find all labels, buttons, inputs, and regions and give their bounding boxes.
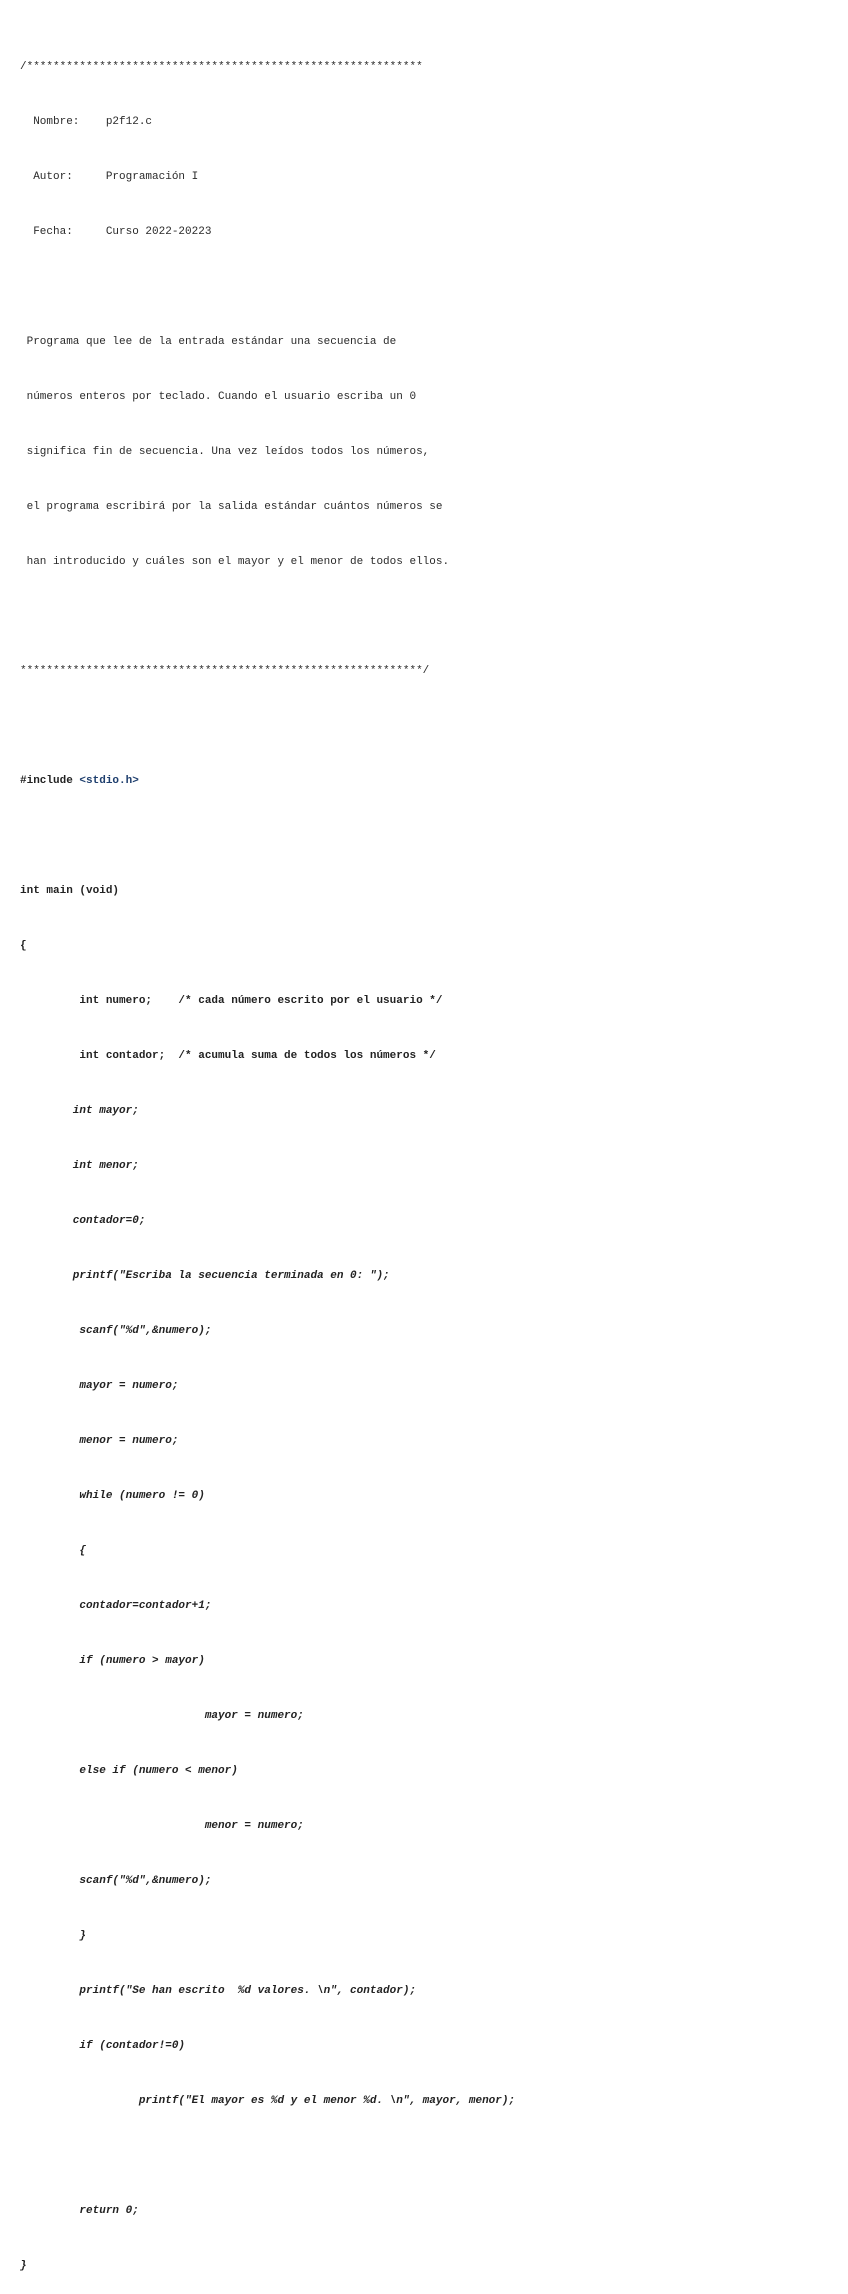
code-line: contador=0; [20, 1215, 146, 1228]
comment-description-line: el programa escribirá por la salida estándar cuántos números se [20, 500, 443, 513]
code-line: printf("Se han escrito %d valores. \n", contador); [20, 1985, 417, 1998]
comment-field-autor: Autor: Programación I [20, 170, 199, 183]
blank-line [20, 608, 515, 626]
code-line: } [20, 1930, 87, 1943]
code-line: printf("Escriba la secuencia terminada en 0: "); [20, 1270, 390, 1283]
code-line: else if (numero < menor) [20, 1765, 238, 1778]
code-line: int menor; [20, 1160, 139, 1173]
code-line: if (numero > mayor) [20, 1655, 205, 1668]
code-line: int mayor; [20, 1105, 139, 1118]
comment-open-line: /************************************************************ [20, 60, 423, 73]
code-line: if (contador!=0) [20, 2040, 186, 2053]
comment-field-nombre: Nombre: p2f12.c [20, 115, 153, 128]
blank-line [20, 717, 515, 735]
include-directive: #include [20, 775, 80, 788]
code-line: printf("El mayor es %d y el menor %d. \n", mayor, menor); [20, 2095, 516, 2108]
main-open-brace: { [20, 940, 27, 953]
comment-close-line: *************************************************************/ [20, 665, 430, 678]
main-close-brace: } [20, 2260, 27, 2273]
comment-description-line: Programa que lee de la entrada estándar una secuencia de [20, 335, 397, 348]
code-line: mayor = numero; [20, 1710, 304, 1723]
code-line-decl-numero: int numero; /* cada número escrito por el usuario */ [20, 995, 443, 1008]
code-line: contador=contador+1; [20, 1600, 212, 1613]
code-line: { [20, 1545, 87, 1558]
blank-line [20, 827, 515, 845]
include-target: <stdio.h> [79, 775, 139, 788]
code-line: mayor = numero; [20, 1380, 179, 1393]
blank-line [20, 2147, 515, 2165]
code-line: menor = numero; [20, 1435, 179, 1448]
comment-field-fecha: Fecha: Curso 2022-20223 [20, 225, 212, 238]
comment-description-line: han introducido y cuáles son el mayor y el menor de todos ellos. [20, 555, 450, 568]
blank-line [20, 278, 515, 296]
code-line: return 0; [20, 2205, 139, 2218]
code-line: scanf("%d",&numero); [20, 1325, 212, 1338]
code-line-decl-contador: int contador; /* acumula suma de todos los números */ [20, 1050, 436, 1063]
comment-description-line: números enteros por teclado. Cuando el usuario escriba un 0 [20, 390, 417, 403]
code-line: while (numero != 0) [20, 1490, 205, 1503]
main-signature: int main (void) [20, 885, 120, 898]
code-line: scanf("%d",&numero); [20, 1875, 212, 1888]
comment-description-line: significa fin de secuencia. Una vez leídos todos los números, [20, 445, 430, 458]
include-line [20, 772, 515, 790]
source-code-document [20, 21, 515, 2294]
code-line: menor = numero; [20, 1820, 304, 1833]
